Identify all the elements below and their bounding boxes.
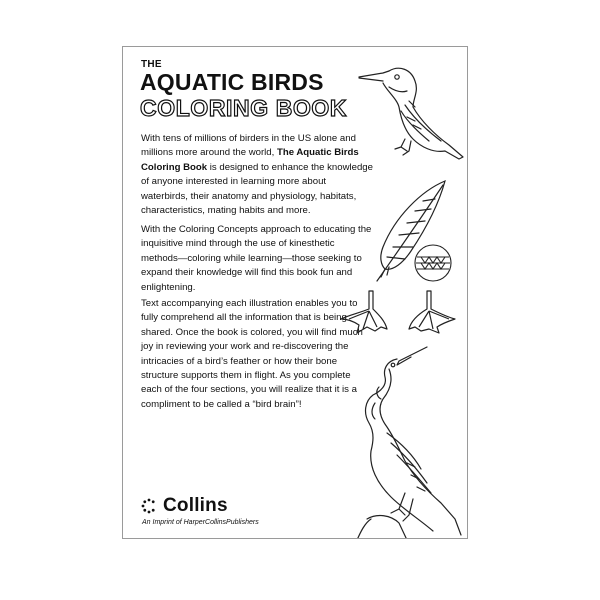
description-paragraph-3: Text accompanying each illustration enables you to fully comprehend all the information that is being shared. Once the book is colored, you will find much joy in reviewing your work and re-discovering the intricacies of a bird’s feather or how their bone structure supports them in flight. As you complete each of the four sections, you will realize that it is a compliment to be called a “bird brain”! <box>141 298 363 410</box>
paragraph-1-intro: With tens of millions of birders in the US alone and millions more around the world, <box>141 133 356 159</box>
description-paragraph-1 <box>141 132 373 218</box>
publisher-imprint: An Imprint of HarperCollinsPublishers <box>142 519 259 526</box>
publisher-branding <box>141 495 259 526</box>
kingfisher-icon <box>355 61 467 173</box>
paragraph-1-book-title: The Aquatic Birds Coloring Book <box>141 147 359 173</box>
title-line-1: AQUATIC BIRDS <box>140 69 324 95</box>
description-paragraph-2: With the Coloring Concepts approach to educating the inquisitive mind through the use of kinesthetic methods—coloring while learning—those seeking to expand their knowledge will find this book fun and enlightening. <box>141 224 372 293</box>
title-line-2: COLORING BOOK <box>140 95 348 121</box>
anhinga-icon <box>347 343 468 539</box>
title-kicker: THE <box>141 59 162 70</box>
publisher-name: Collins <box>163 495 228 516</box>
book-cover <box>122 46 468 539</box>
collins-logo-icon <box>141 498 157 514</box>
feather-detail-icon <box>411 241 455 285</box>
paragraph-1-rest: is designed to enhance the knowledge of anyone interested in learning more about waterbirds, their anatomy and physiology, habitats, characteristics, mating habits and more. <box>141 161 373 217</box>
webbed-foot-icon <box>339 289 389 337</box>
webbed-foot-icon <box>405 289 457 337</box>
